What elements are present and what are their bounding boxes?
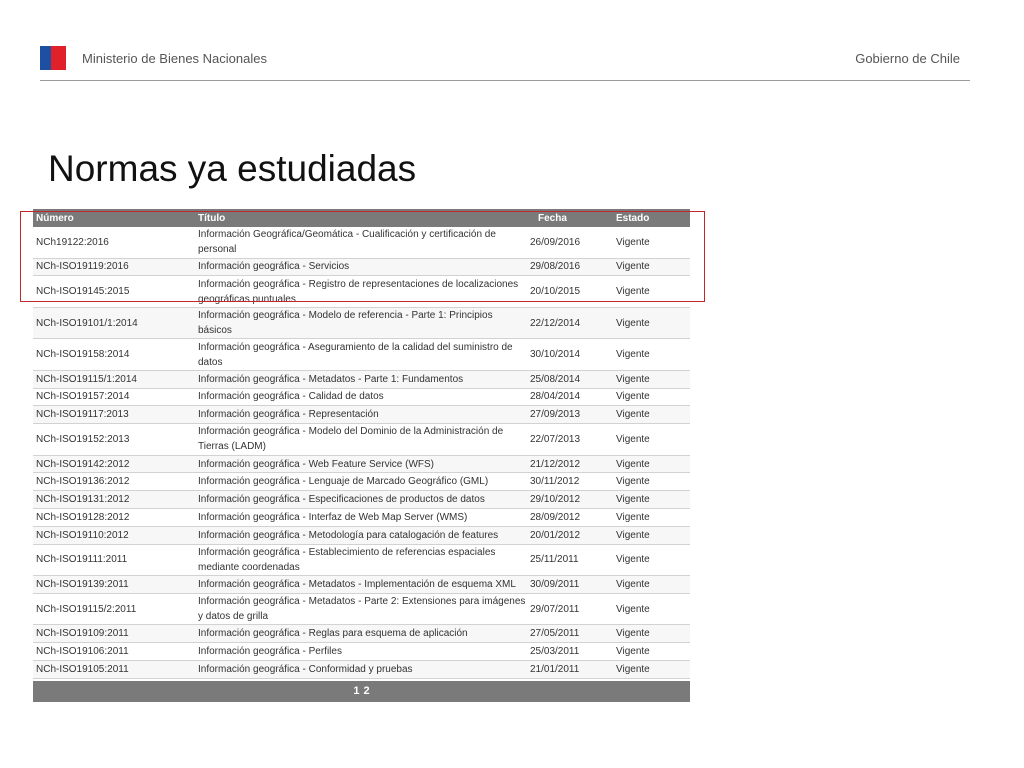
cell-numero: NCh-ISO19128:2012 xyxy=(36,511,130,523)
cell-estado: Vigente xyxy=(616,511,650,523)
highlight-box xyxy=(20,211,705,302)
cell-titulo: Información geográfica - Conformidad y pruebas xyxy=(198,663,413,675)
cell-titulo: Información geográfica - Calidad de datos xyxy=(198,391,384,403)
page-link-2[interactable]: 2 xyxy=(363,685,370,698)
cell-numero: NCh-ISO19157:2014 xyxy=(36,391,130,403)
table-row xyxy=(33,625,690,643)
cell-titulo: Información Geográfica/Geomática - Cualificación y certificación de personal xyxy=(198,229,496,256)
cell-titulo: Información geográfica - Establecimiento de referencias espaciales mediante coordenadas xyxy=(198,546,496,573)
cell-titulo: Información geográfica - Interfaz de Web Map Server (WMS) xyxy=(198,511,468,523)
table-row xyxy=(33,643,690,661)
cell-numero: NCh-ISO19115/2:2011 xyxy=(36,603,137,615)
cell-titulo: Información geográfica - Representación xyxy=(198,409,379,421)
cell-fecha: 26/09/2016 xyxy=(530,236,581,248)
cell-titulo: Información geográfica - Registro de representaciones de localizaciones geográficas puntuales xyxy=(198,278,519,305)
column-header-numero[interactable]: Número xyxy=(36,212,74,224)
cell-numero: NCh-ISO19110:2012 xyxy=(36,529,129,541)
cell-numero: NCh-ISO19158:2014 xyxy=(36,349,130,361)
cell-fecha: 27/05/2011 xyxy=(530,628,580,640)
table-row xyxy=(33,406,690,424)
cell-fecha: 20/10/2015 xyxy=(530,286,581,298)
cell-fecha: 25/08/2014 xyxy=(530,373,581,385)
flag-blue-band xyxy=(40,46,51,70)
cell-estado: Vigente xyxy=(616,646,650,658)
table-row xyxy=(33,339,690,371)
page-title: Normas ya estudiadas xyxy=(48,148,417,189)
cell-estado: Vigente xyxy=(616,494,650,506)
cell-estado: Vigente xyxy=(616,554,650,566)
cell-titulo: Información geográfica - Metadatos - Parte 1: Fundamentos xyxy=(198,373,464,385)
cell-estado: Vigente xyxy=(616,373,650,385)
cell-estado: Vigente xyxy=(616,286,650,298)
page-link-1[interactable]: 1 xyxy=(353,685,360,698)
table-row xyxy=(33,576,690,594)
cell-numero: NCh-ISO19111:2011 xyxy=(36,554,128,566)
cell-titulo: Información geográfica - Metadatos - Implementación de esquema XML xyxy=(198,579,516,591)
cell-numero: NCh-ISO19139:2011 xyxy=(36,579,129,591)
cell-fecha: 22/07/2013 xyxy=(530,433,581,445)
cell-estado: Vigente xyxy=(616,409,650,421)
cell-numero: NCh-ISO19115/1:2014 xyxy=(36,373,137,385)
government-name: Gobierno de Chile xyxy=(855,51,960,66)
cell-numero: NCh-ISO19109:2011 xyxy=(36,628,129,640)
column-header-titulo[interactable]: Título xyxy=(198,212,226,224)
table-row xyxy=(33,545,690,577)
table-row xyxy=(33,389,690,407)
cell-titulo: Información geográfica - Servicios xyxy=(198,261,350,273)
cell-numero: NCh-ISO19152:2013 xyxy=(36,433,130,445)
table-row xyxy=(33,424,690,456)
column-header-fecha[interactable]: Fecha xyxy=(538,212,567,224)
table-row xyxy=(33,661,690,679)
cell-fecha: 21/01/2011 xyxy=(530,663,580,675)
cell-numero: NCh-ISO19105:2011 xyxy=(36,663,129,675)
cell-estado: Vigente xyxy=(616,476,650,488)
cell-numero: NCh-ISO19136:2012 xyxy=(36,476,130,488)
cell-titulo: Información geográfica - Web Feature Service (WFS) xyxy=(198,458,435,470)
cell-numero: NCh-ISO19131:2012 xyxy=(36,494,130,506)
cell-fecha: 25/03/2011 xyxy=(530,646,580,658)
cell-numero: NCh-ISO19119:2016 xyxy=(36,261,129,273)
cell-titulo: Información geográfica - Modelo de referencia - Parte 1: Principios básicos xyxy=(198,310,493,337)
table-row xyxy=(33,371,690,389)
cell-estado: Vigente xyxy=(616,317,650,329)
cell-numero: NCh-ISO19145:2015 xyxy=(36,286,130,298)
flag-red-band xyxy=(51,46,66,70)
cell-numero: NCh-ISO19142:2012 xyxy=(36,458,130,470)
ministry-name: Ministerio de Bienes Nacionales xyxy=(82,51,267,66)
pagination xyxy=(33,681,690,702)
cell-fecha: 22/12/2014 xyxy=(530,317,581,329)
cell-estado: Vigente xyxy=(616,458,650,470)
chile-flag-logo xyxy=(40,46,66,70)
column-header-estado[interactable]: Estado xyxy=(616,212,650,224)
table-row xyxy=(33,527,690,545)
cell-titulo: Información geográfica - Lenguaje de Marcado Geográfico (GML) xyxy=(198,476,489,488)
cell-fecha: 29/10/2012 xyxy=(530,494,581,506)
cell-titulo: Información geográfica - Metodología para catalogación de features xyxy=(198,529,499,541)
cell-numero: NCh-ISO19117:2013 xyxy=(36,409,129,421)
cell-fecha: 20/01/2012 xyxy=(530,529,581,541)
header-divider xyxy=(40,80,970,81)
cell-fecha: 29/08/2016 xyxy=(530,261,581,273)
cell-estado: Vigente xyxy=(616,603,650,615)
table-row xyxy=(33,491,690,509)
cell-fecha: 30/11/2012 xyxy=(530,476,580,488)
cell-fecha: 30/09/2011 xyxy=(530,579,580,591)
cell-fecha: 25/11/2011 xyxy=(530,554,579,566)
cell-estado: Vigente xyxy=(616,628,650,640)
cell-fecha: 30/10/2014 xyxy=(530,349,581,361)
cell-estado: Vigente xyxy=(616,529,650,541)
table-row xyxy=(33,594,690,626)
cell-titulo: Información geográfica - Modelo del Dominio de la Administración de Tierras (LADM) xyxy=(198,426,504,453)
cell-titulo: Información geográfica - Reglas para esquema de aplicación xyxy=(198,628,468,640)
cell-estado: Vigente xyxy=(616,391,650,403)
cell-fecha: 28/04/2014 xyxy=(530,391,581,403)
table-row xyxy=(33,473,690,491)
cell-fecha: 21/12/2012 xyxy=(530,458,581,470)
table-row xyxy=(33,456,690,474)
cell-titulo: Información geográfica - Metadatos - Parte 2: Extensiones para imágenes y datos de grilla xyxy=(198,596,526,623)
table-row xyxy=(33,308,690,340)
cell-estado: Vigente xyxy=(616,579,650,591)
cell-titulo: Información geográfica - Perfiles xyxy=(198,646,342,658)
cell-estado: Vigente xyxy=(616,433,650,445)
cell-titulo: Información geográfica - Aseguramiento de la calidad del suministro de datos xyxy=(198,341,513,368)
cell-numero: NCh19122:2016 xyxy=(36,236,109,248)
cell-fecha: 27/09/2013 xyxy=(530,409,581,421)
cell-numero: NCh-ISO19106:2011 xyxy=(36,646,129,658)
cell-titulo: Información geográfica - Especificaciones de productos de datos xyxy=(198,494,485,506)
cell-estado: Vigente xyxy=(616,663,650,675)
cell-fecha: 28/09/2012 xyxy=(530,511,581,523)
table-row xyxy=(33,509,690,527)
cell-estado: Vigente xyxy=(616,261,650,273)
cell-numero: NCh-ISO19101/1:2014 xyxy=(36,317,138,329)
cell-estado: Vigente xyxy=(616,236,650,248)
cell-fecha: 29/07/2011 xyxy=(530,603,580,615)
cell-estado: Vigente xyxy=(616,349,650,361)
